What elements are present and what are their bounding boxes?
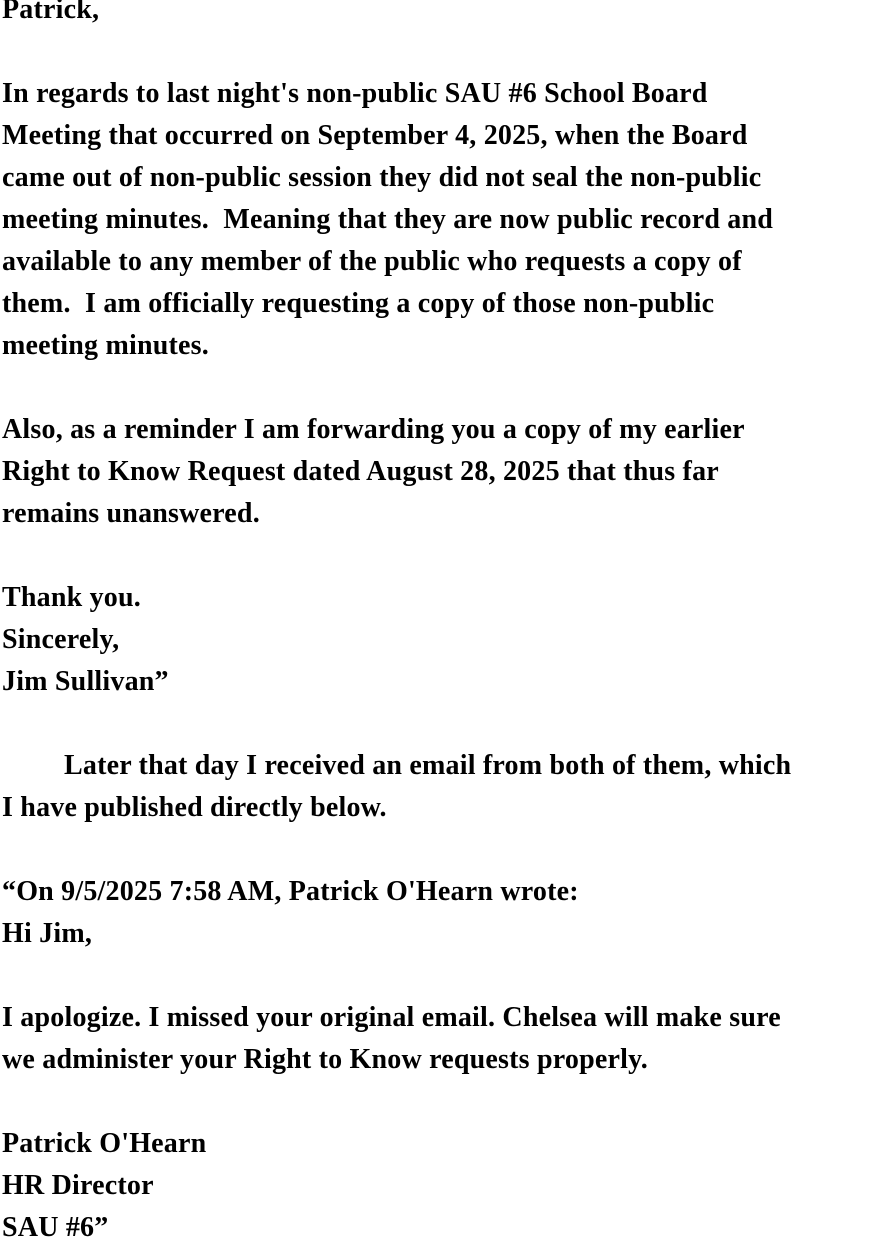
text-line: meeting minutes. Meaning that they are now public record and	[2, 204, 774, 235]
text-line: Later that day I received an email from both of them, which	[64, 750, 792, 781]
closing-signature: Jim Sullivan”	[2, 666, 169, 697]
reply-header: “On 9/5/2025 7:58 AM, Patrick O'Hearn wrote:	[2, 876, 579, 907]
text-line: Also, as a reminder I am forwarding you a copy of my earlier	[2, 414, 745, 445]
text-line: we administer your Right to Know requests properly.	[2, 1044, 648, 1075]
spacer	[2, 955, 880, 997]
closing-thanks: Thank you.	[2, 582, 141, 613]
letter-closing	[2, 577, 880, 703]
signature-name: Patrick O'Hearn	[2, 1128, 207, 1159]
reply-greeting: Hi Jim,	[2, 918, 93, 949]
text-line: available to any member of the public who requests a copy of	[2, 246, 742, 277]
closing-sincerely: Sincerely,	[2, 624, 120, 655]
text-line: meeting minutes.	[2, 330, 209, 361]
document-page	[2, 0, 880, 1249]
signature-title: HR Director	[2, 1170, 154, 1201]
spacer	[2, 1081, 880, 1123]
text-line: I apologize. I missed your original email. Chelsea will make sure	[2, 1002, 781, 1033]
letter-paragraph-1	[2, 73, 880, 367]
spacer	[2, 829, 880, 871]
text-line: came out of non-public session they did not seal the non-public	[2, 162, 762, 193]
text-line: them. I am officially requesting a copy of those non-public	[2, 288, 715, 319]
letter-paragraph-2	[2, 409, 880, 535]
reply-email	[2, 871, 880, 1249]
text-line: remains unanswered.	[2, 498, 260, 529]
narrative-paragraph	[2, 745, 880, 829]
text-line: I have published directly below.	[2, 792, 387, 823]
text-line: Meeting that occurred on September 4, 2025, when the Board	[2, 120, 748, 151]
text-line: Right to Know Request dated August 28, 2025 that thus far	[2, 456, 719, 487]
letter-salutation: Patrick,	[2, 0, 100, 25]
spacer	[2, 367, 880, 409]
spacer	[2, 535, 880, 577]
spacer	[2, 703, 880, 745]
signature-org: SAU #6”	[2, 1212, 109, 1243]
spacer	[2, 31, 880, 73]
text-line: In regards to last night's non-public SAU #6 School Board	[2, 78, 708, 109]
